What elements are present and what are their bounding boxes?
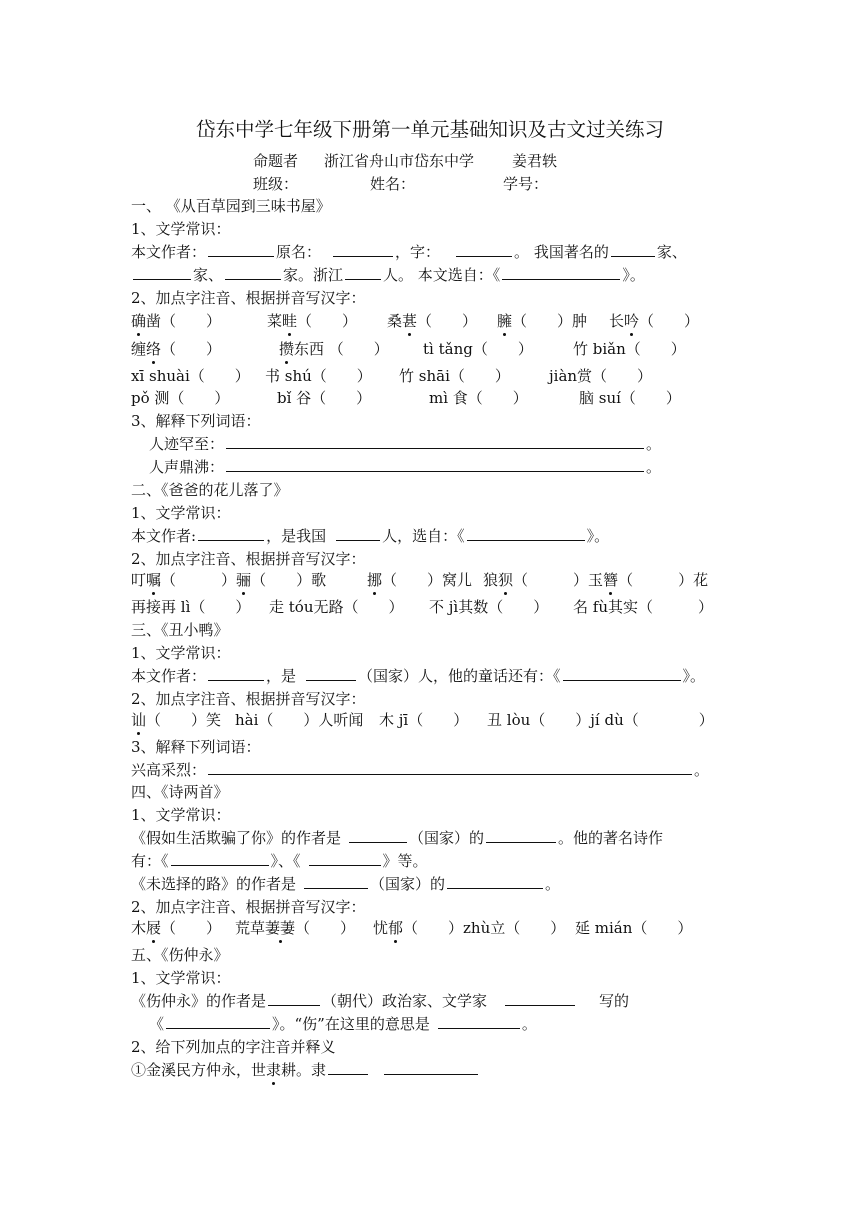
profession-blank-3[interactable] bbox=[225, 265, 281, 280]
s2-author-blank[interactable] bbox=[198, 526, 264, 541]
s3-works-blank[interactable] bbox=[563, 666, 681, 681]
s2-pinyin-row-1: 叮嘱（ ）骊（ ）歌 挪（ ）窝儿 狼狈（ ）玉簪（ ）花 bbox=[131, 571, 709, 589]
section-5-heading: 五、《伤仲永》 bbox=[131, 946, 229, 964]
s1-word-2: 人声鼎沸： 。 bbox=[149, 458, 662, 476]
s3-country-blank[interactable] bbox=[306, 666, 356, 681]
author-label: 命题者 bbox=[253, 152, 299, 170]
s4-literature-line-c: 《未选择的路》的作者是 （国家）的 。 bbox=[131, 875, 561, 893]
courtesy-name-blank[interactable] bbox=[456, 242, 512, 257]
s3-definition-blank[interactable] bbox=[208, 760, 692, 775]
s2-pinyin-row-2: 再接再 lì（ ） 走 tóu无路（ ） 不 jì其数（ ） 名 fù其实（ ） bbox=[131, 598, 713, 616]
s4-country-blank-2[interactable] bbox=[304, 874, 368, 889]
s4-poem-blank-1[interactable] bbox=[171, 851, 269, 866]
s1-q3: 3、解释下列词语： bbox=[131, 412, 261, 430]
page-title: 岱东中学七年级下册第一单元基础知识及古文过关练习 bbox=[195, 118, 664, 141]
s3-q3: 3、解释下列词语： bbox=[131, 738, 261, 756]
s1-literature-line-b: 家、 家。浙江 人。 本文选自：《 》。 bbox=[131, 265, 740, 287]
s1-pinyin-row-4: pǒ 测（ ） bǐ 谷（ ） mì 食（ ） 脑 suí（ ） bbox=[131, 389, 681, 407]
class-label: 班级： bbox=[253, 175, 299, 193]
s1-q2: 2、加点字注音、根据拼音写汉字： bbox=[131, 289, 366, 307]
student-info-line bbox=[253, 174, 740, 196]
author-school: 浙江省舟山市岱东中学 bbox=[324, 152, 475, 170]
s1-pinyin-row-3: xī shuài（ ） 书 shú（ ） 竹 shāi（ ） jiàn赏（ ） bbox=[131, 367, 653, 385]
s5-source-blank[interactable] bbox=[166, 1014, 270, 1029]
s3-q1: 1、文学常识： bbox=[131, 644, 231, 662]
original-name-blank[interactable] bbox=[333, 242, 393, 257]
s4-pinyin-row-1: 木屐（ ） 荒草萋萋（ ） 忧郁（ ）zhù立（ ） 延 mián（ ） bbox=[131, 919, 693, 937]
s5-q1: 1、文学常识： bbox=[131, 969, 231, 987]
s1-word-1: 人迹罕至： 。 bbox=[149, 435, 662, 453]
profession-blank[interactable] bbox=[611, 242, 655, 257]
s5-q2: 2、给下列加点的字注音并释义 bbox=[131, 1038, 336, 1056]
s5-literature-line-a: 《伤仲永》的作者是 （朝代）政治家、文学家 写的 bbox=[131, 992, 630, 1010]
s2-literature-line: 本文作者: ，是我国 人，选自：《 》。 bbox=[131, 527, 610, 545]
section-3-heading: 三、《丑小鸭》 bbox=[131, 621, 229, 639]
s5-author-blank[interactable] bbox=[505, 991, 575, 1006]
s2-source-blank[interactable] bbox=[467, 526, 585, 541]
section-4-heading: 四、《诗两首》 bbox=[131, 783, 229, 801]
s3-q2: 2、加点字注音、根据拼音写汉字： bbox=[131, 690, 366, 708]
s1-pinyin-row-2: 缠络（ ） 攒东西 （ ） tì tǎng（ ） 竹 biǎn（ ） bbox=[131, 340, 686, 358]
s4-literature-line-b: 有：《 》、《 》等。 bbox=[131, 852, 428, 870]
author-line bbox=[253, 151, 740, 173]
author-blank[interactable] bbox=[208, 242, 274, 257]
s5-meaning-blank[interactable] bbox=[438, 1014, 520, 1029]
definition-blank-1[interactable] bbox=[226, 434, 644, 449]
section-2-heading: 二、《爸爸的花儿落了》 bbox=[131, 481, 289, 499]
s3-literature-line: 本文作者： ，是 （国家）人，他的童话还有：《 》。 bbox=[131, 667, 706, 685]
s4-q2: 2、加点字注音、根据拼音写汉字： bbox=[131, 898, 366, 916]
section-1-heading: 一、 《从百草园到三味书屋》 bbox=[131, 197, 331, 215]
s5-item-1: ①金溪民方仲永，世隶耕。隶 bbox=[131, 1060, 740, 1082]
s2-hometown-blank[interactable] bbox=[336, 526, 380, 541]
s3-word-1: 兴高采烈： 。 bbox=[131, 761, 710, 779]
definition-blank-2[interactable] bbox=[226, 457, 644, 472]
name-label: 姓名： bbox=[370, 175, 416, 193]
number-label: 学号： bbox=[503, 175, 549, 193]
s3-pinyin-row-1: 讪（ ）笑 hài（ ）人听闻 木 jī（ ） 丑 lòu（ ）jí dù（ ） bbox=[131, 711, 714, 729]
s4-author-blank-2[interactable] bbox=[447, 874, 543, 889]
s4-q1: 1、文学常识： bbox=[131, 806, 231, 824]
s5-meaning-blank-2[interactable] bbox=[384, 1060, 478, 1075]
s4-country-blank-1[interactable] bbox=[349, 828, 407, 843]
s2-q1: 1、文学常识： bbox=[131, 504, 231, 522]
source-blank[interactable] bbox=[502, 265, 620, 280]
s4-poem-blank-2[interactable] bbox=[309, 851, 381, 866]
s1-q1: 1、文学常识： bbox=[131, 220, 231, 238]
s3-author-blank[interactable] bbox=[208, 666, 264, 681]
s2-q2: 2、加点字注音、根据拼音写汉字： bbox=[131, 550, 366, 568]
s5-pinyin-blank[interactable] bbox=[328, 1060, 368, 1075]
s1-literature-line-a: 本文作者： 原名： ，字： 。 我国著名的 家、 bbox=[131, 243, 687, 261]
s4-author-blank-1[interactable] bbox=[486, 828, 556, 843]
hometown-blank[interactable] bbox=[345, 265, 381, 280]
s5-literature-line-b: 《 》。“伤”在这里的意思是 。 bbox=[149, 1015, 537, 1033]
s1-pinyin-row-1: 确凿（ ） 菜畦（ ） 桑葚（ ） 臃（ ）肿 长吟（ ） bbox=[131, 312, 700, 330]
s5-dynasty-blank[interactable] bbox=[268, 991, 320, 1006]
profession-blank-2[interactable] bbox=[133, 265, 191, 280]
author-name: 姜君轶 bbox=[512, 152, 558, 170]
s4-literature-line-a: 《假如生活欺骗了你》的作者是 （国家）的 。他的著名诗作 bbox=[131, 829, 664, 847]
